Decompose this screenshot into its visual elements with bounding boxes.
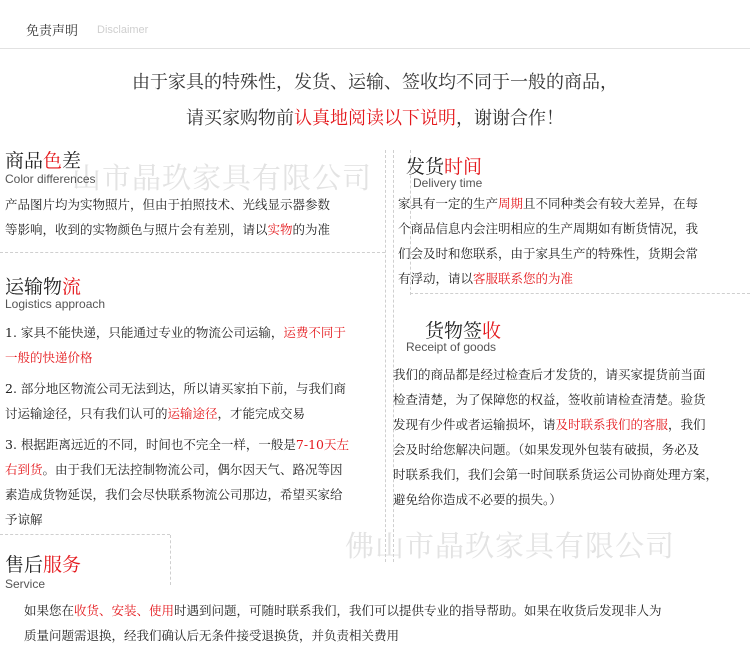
intro-line-1: 由于家具的特殊性，发货、运输、签收均不同于一般的商品，	[132, 72, 618, 93]
logistics-section-title: 运输物流	[5, 276, 82, 298]
service-section-body: 如果您在收货、安装、使用时遇到问题，可随时联系我们，我们可以提供专业的指导帮助。如果在收货后发现非人为 质量问题需退换，经我们确认后无条件接受退换货，并负责相关费用	[24, 603, 662, 643]
delivery-section-title: 发货时间	[406, 156, 483, 178]
logistics-section-subtitle: Logistics approach	[5, 297, 106, 311]
header-subtitle: Disclaimer	[97, 24, 149, 36]
delivery-section-body: 家具有一定的生产周期且不同种类会有较大差异，在每 个商品信息内会注明相应的生产周期如有断货情况，我 们会及时和您联系，由于家具生产的特殊性，货期会常 有浮动，请以客服联系您的为准	[398, 196, 699, 286]
intro-highlight: 认真地阅读以下说明	[294, 108, 456, 129]
receipt-section-subtitle: Receipt of goods	[406, 340, 497, 354]
header-divider	[0, 48, 750, 49]
intro-line-2: 请买家购物前认真地阅读以下说明，谢谢合作！	[186, 108, 564, 129]
delivery-section-divider	[410, 293, 750, 294]
watermark-bottom: 佛山市晶玖家具有限公司	[345, 529, 676, 563]
color-section-body: 产品图片均为实物照片，但由于拍照技术、光线显示器参数 等影响，收到的实物颜色与照片会有差别，请以实物的为准	[5, 197, 331, 237]
receipt-section-title: 货物签收	[425, 320, 502, 342]
color-section-title: 商品色差	[5, 150, 82, 172]
delivery-section-subtitle: Delivery time	[413, 176, 483, 190]
color-section-subtitle: Color differences	[5, 172, 96, 186]
service-section-subtitle: Service	[5, 577, 46, 591]
service-section-title: 售后服务	[5, 554, 82, 576]
receipt-section-body: 我们的商品都是经过检查后才发货的，请买家提货前当面 检查清楚，为了保障您的权益，签收前请检查清楚。验货 发现有少件或者运输损坏，请及时联系我们的客服，我们 会及时给您解决问题。（如果发现外包装有破损，务必及 时联系我们，我们会第一时间联系货运公司协商处理方案， 避免给你造成不必要的损失。）	[393, 367, 719, 507]
service-section-divider	[0, 534, 170, 535]
logistics-section-body: 1. 家具不能快递，只能通过专业的物流公司运输，运费不同于 一般的快递价格 2. 部分地区物流公司无法到达，所以请买家拍下前，与我们商 讨运输途径，只有我们认可的运输途径，才能完成交易 3. 根据距离远近的不同，时间也不完全一样，一般是7-10天左 右到货。由于我们无法控制物流公司，偶尔因天气、路况等因 素造成货物延误，我们会尽快联系物流公司那边，希望买家给 予谅解	[5, 325, 349, 527]
header-title: 免责声明	[26, 24, 79, 39]
watermark-top: 山市晶玖家具有限公司	[72, 161, 373, 195]
service-section-edge	[170, 535, 171, 585]
color-section-divider	[0, 252, 385, 253]
